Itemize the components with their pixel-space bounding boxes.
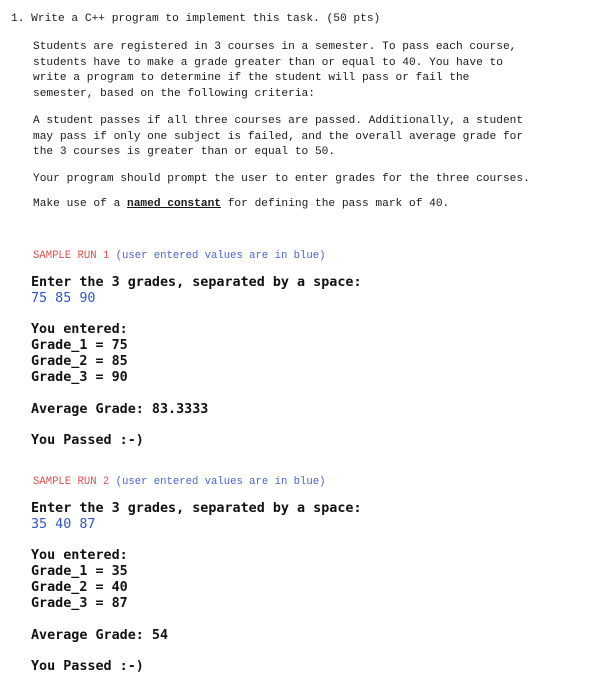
console-average: Average Grade: 54 <box>31 628 169 643</box>
prompt-instruction <box>33 172 593 188</box>
console-entered-header: You entered: <box>31 322 128 337</box>
sample-run-2-heading <box>33 475 325 489</box>
problem-description <box>33 40 593 102</box>
console-prompt: Enter the 3 grades, separated by a space: <box>31 501 362 516</box>
console-grade-2: Grade_2 = 40 <box>31 580 128 595</box>
instruction-line <box>33 197 593 213</box>
console-result: You Passed :-) <box>31 659 144 674</box>
instruction-before: Make use of a <box>33 198 127 210</box>
named-constant-emphasis: named constant <box>127 198 221 210</box>
sample-run-note: (user entered values are in blue) <box>115 250 326 262</box>
criteria-line: the 3 courses is greater than or equal to 50. <box>33 146 336 158</box>
description-line: semester, based on the following criteria: <box>33 87 315 100</box>
criteria-line: may pass if only one subject is failed, and the overall average grade for <box>33 130 524 143</box>
sample-run-label: SAMPLE RUN 2 <box>33 476 110 488</box>
description-line: Students are registered in 3 courses in a semester. To pass each course, <box>33 41 517 53</box>
named-constant-instruction <box>33 197 593 213</box>
question-title: 1. Write a C++ program to implement this task. (50 pts) <box>11 13 381 25</box>
console-grade-3: Grade_3 = 90 <box>31 370 128 385</box>
console-grade-1: Grade_1 = 35 <box>31 564 128 579</box>
sample-run-note: (user entered values are in blue) <box>115 476 326 488</box>
criteria-line: A student passes if all three courses are passed. Additionally, a student <box>33 115 524 127</box>
console-entered-header: You entered: <box>31 548 128 563</box>
console-result: You Passed :-) <box>31 433 144 448</box>
pass-criteria <box>33 114 593 161</box>
instruction-line: Your program should prompt the user to enter grades for the three courses. <box>33 173 530 185</box>
console-average: Average Grade: 83.3333 <box>31 402 209 417</box>
console-user-input: 35 40 87 <box>31 517 96 532</box>
description-line: students have to make a grade greater than or equal to 40. You have to <box>33 56 503 69</box>
sample-run-label: SAMPLE RUN 1 <box>33 250 110 262</box>
console-prompt: Enter the 3 grades, separated by a space: <box>31 275 362 290</box>
sample-run-1-heading <box>33 249 325 263</box>
console-grade-2: Grade_2 = 85 <box>31 354 128 369</box>
console-user-input: 75 85 90 <box>31 291 96 306</box>
description-line: write a program to determine if the student will pass or fail the <box>33 72 470 84</box>
console-grade-3: Grade_3 = 87 <box>31 596 128 611</box>
instruction-after: for defining the pass mark of 40. <box>221 198 450 210</box>
console-grade-1: Grade_1 = 75 <box>31 338 128 353</box>
